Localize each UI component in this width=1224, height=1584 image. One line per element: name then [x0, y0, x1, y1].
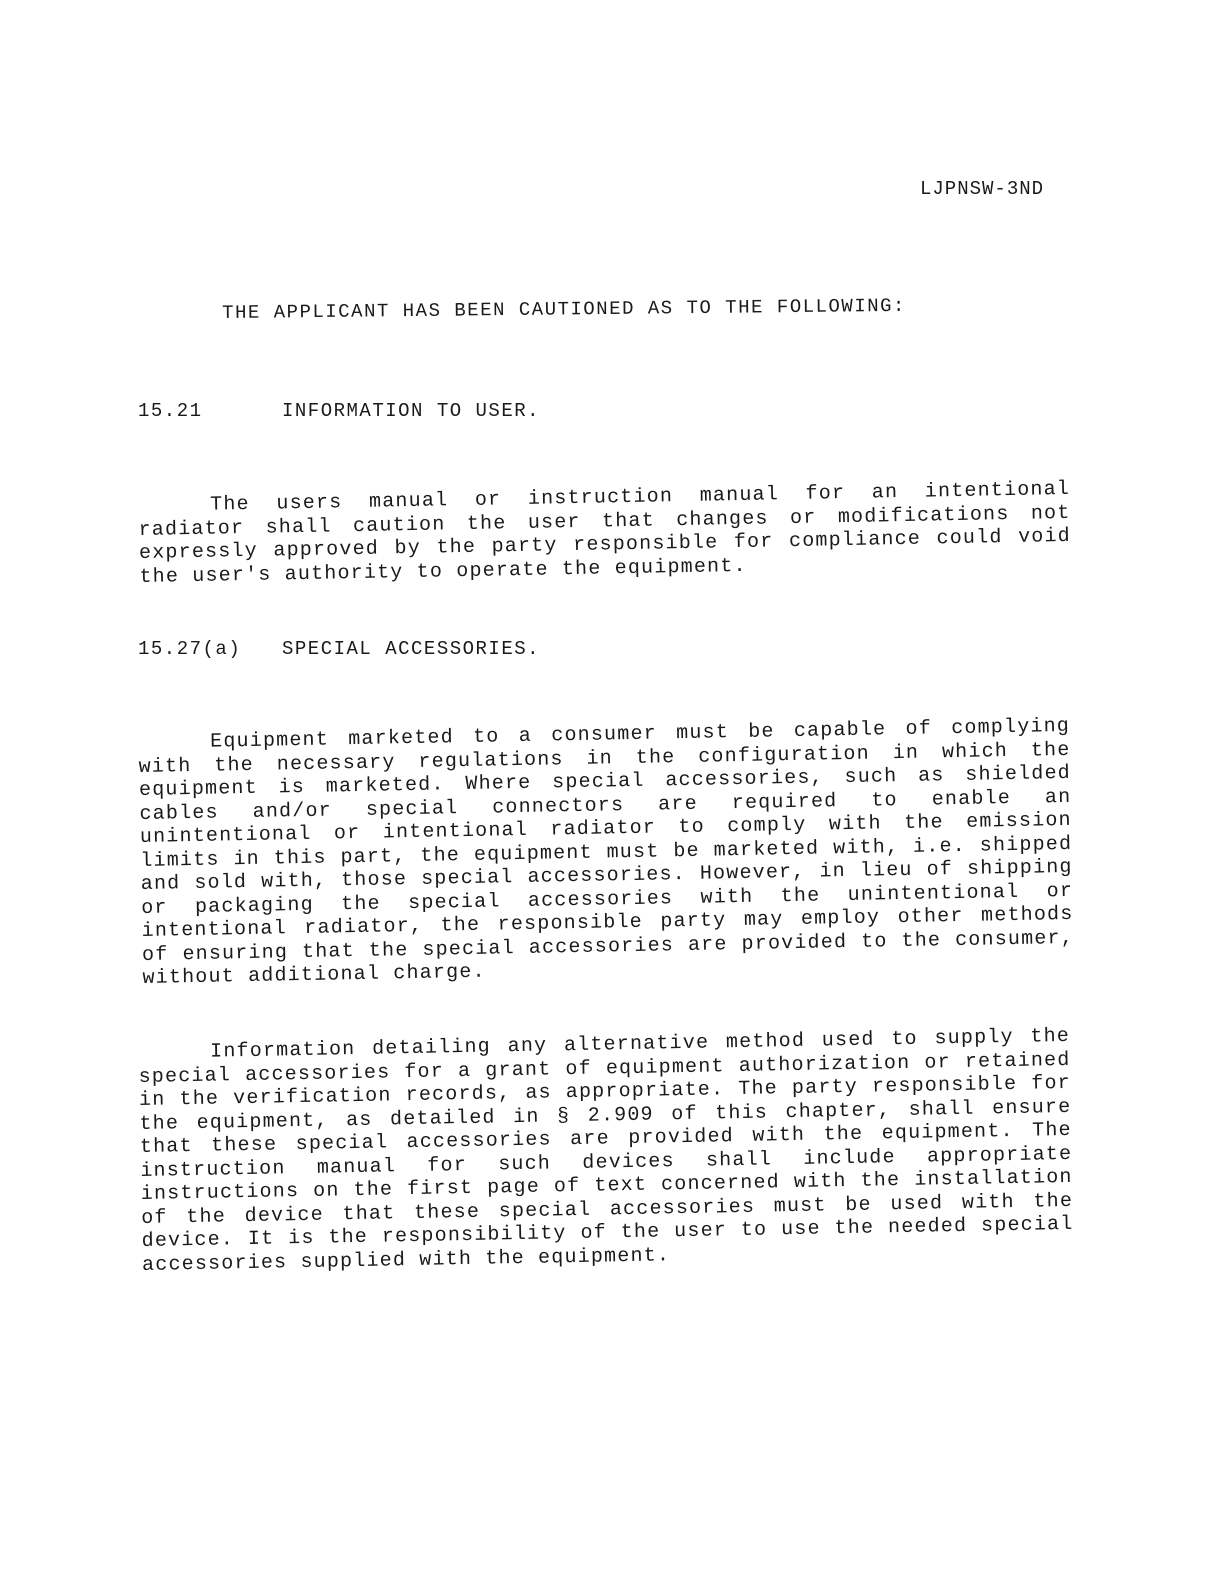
section-number: 15.27(a) — [138, 638, 242, 660]
section-heading-15-27a — [138, 638, 540, 660]
section-number: 15.21 — [138, 400, 203, 422]
paragraph-information-to-user: The users manual or instruction manual for an intentional radiator shall caution the user that changes or modifications not expressly approved by the party responsible for compliance could void the user's authority to operate the equipment. — [138, 477, 1072, 589]
caution-title: THE APPLICANT HAS BEEN CAUTIONED AS TO THE FOLLOWING: — [222, 294, 907, 324]
document-id: LJPNSW-3ND — [920, 178, 1045, 200]
paragraph-special-accessories-1: Equipment marketed to a consumer must be capable of complying with the necessary regulations in the configuration in which the equipment is marketed. Where special accessories, such as shielded cables and/or special connectors are required to enable an unintentional or intentional radiator to comply with the emission limits in this part, the equipment must be marketed with, i.e. shipped and sold with, those special accessories. However, in lieu of shipping or packaging the special accessories with the unintentional or intentional radiator, the responsible party may employ other methods of ensuring that the special accessories are provided to the consumer, without additional charge. — [138, 714, 1075, 990]
paragraph-special-accessories-2: Information detailing any alternative method used to supply the special accessories for a grant of equipment authorization or retained in the verification records, as appropriate. The party responsible for the equipment, as detailed in § 2.909 of this chapter, shall ensure that these special accessories are provided with the equipment. The instruction manual for such devices shall include appropriate instructions on the first page of text concerned with the installation of the device that these special accessories must be used with the device. It is the responsibility of the user to use the needed special accessories supplied with the equipment. — [138, 1024, 1074, 1277]
section-title: INFORMATION TO USER. — [282, 400, 541, 422]
section-title: SPECIAL ACCESSORIES. — [282, 638, 541, 660]
section-heading-15-21 — [138, 400, 540, 422]
